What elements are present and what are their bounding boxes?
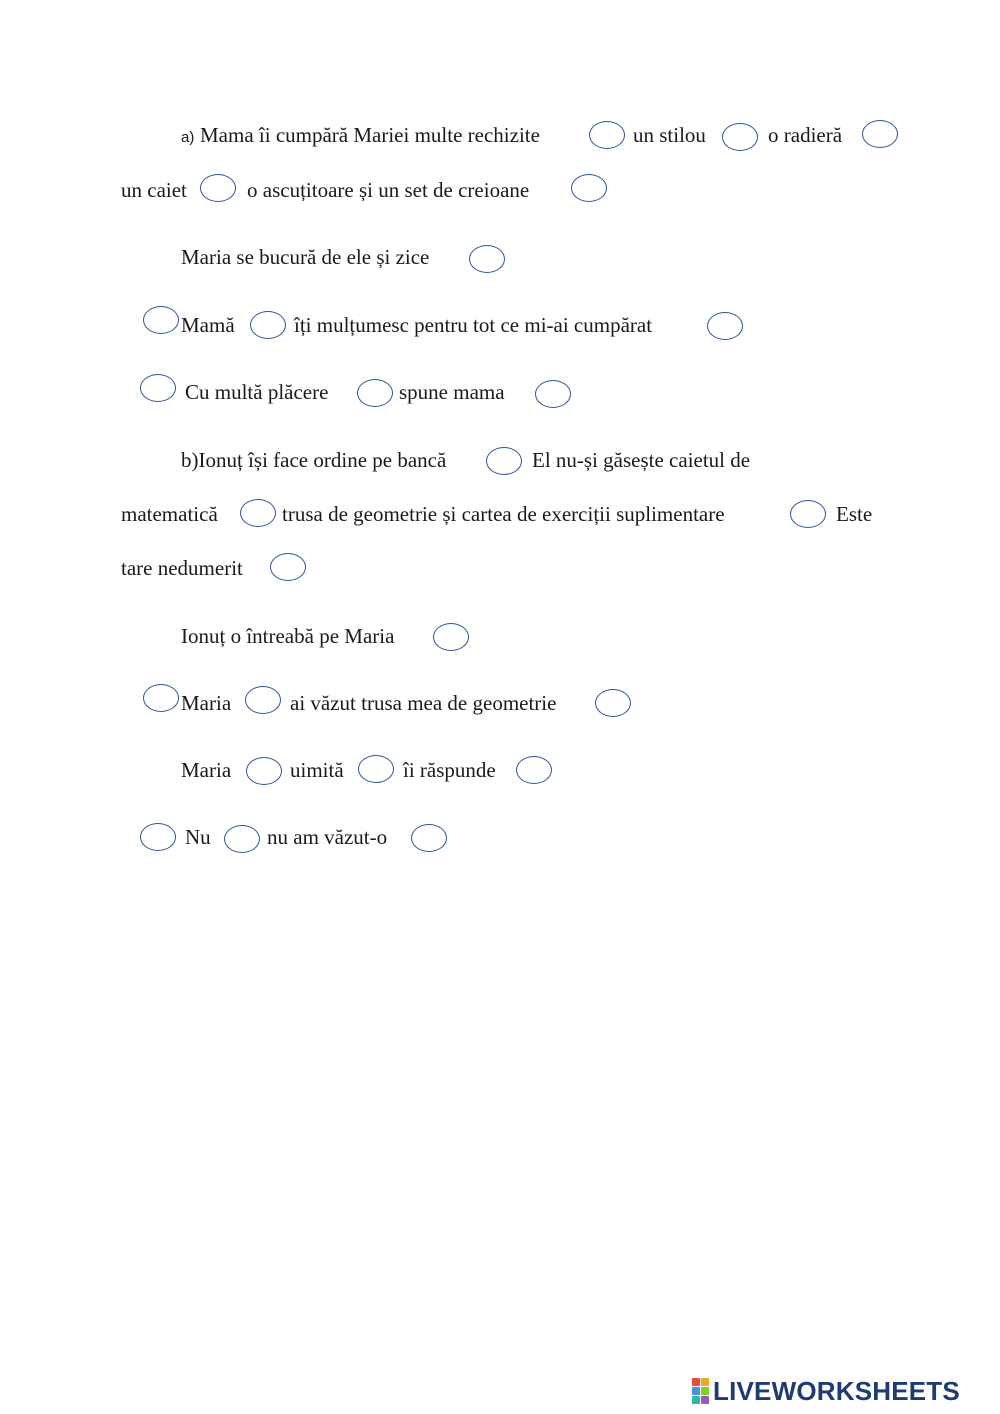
text-line7-part1: matematică (121, 502, 218, 526)
blank-25[interactable] (224, 825, 260, 853)
blank-22[interactable] (358, 755, 394, 783)
blank-20[interactable] (595, 689, 631, 717)
blank-21[interactable] (246, 757, 282, 785)
text-line10-part2: ai văzut trusa mea de geometrie (290, 691, 557, 715)
liveworksheets-logo (692, 1376, 960, 1406)
text-line10-part1: Maria (181, 691, 232, 715)
blank-19[interactable] (245, 686, 281, 714)
logo-square (692, 1387, 700, 1395)
logo-square (701, 1387, 709, 1395)
text-line11-part1: Maria (181, 758, 232, 782)
text-line4-part2: îți mulțumesc pentru tot ce mi-ai cumpărat (294, 313, 653, 337)
blank-5[interactable] (571, 174, 607, 202)
blank-9[interactable] (707, 312, 743, 340)
blank-13[interactable] (486, 447, 522, 475)
text-line9-part1: Ionuț o întreabă pe Maria (181, 624, 395, 648)
logo-square (701, 1378, 709, 1386)
blank-3[interactable] (862, 120, 898, 148)
blank-7[interactable] (143, 306, 179, 334)
text-line2-part1: un caiet (121, 178, 187, 202)
text-line4-part1: Mamă (181, 313, 235, 337)
liveworksheets-logo-icon (692, 1378, 709, 1404)
text-line1-part2: un stilou (633, 123, 706, 147)
blank-12[interactable] (535, 380, 571, 408)
text-line12-part1: Nu (185, 825, 211, 849)
text-line5-part2: spune mama (399, 380, 505, 404)
blank-1[interactable] (589, 121, 625, 149)
blank-4[interactable] (200, 174, 236, 202)
text-line7-part2: trusa de geometrie și cartea de exerciții suplimentare (282, 502, 725, 526)
text-line6-part1: b)Ionuț își face ordine pe bancă (181, 448, 447, 472)
blank-14[interactable] (240, 499, 276, 527)
text-line1-part3: o radieră (768, 123, 843, 147)
blank-2[interactable] (722, 123, 758, 151)
text-line3-part1: Maria se bucură de ele și zice (181, 245, 430, 269)
text-line8-part1: tare nedumerit (121, 556, 243, 580)
text-line6-part2: El nu-și găsește caietul de (532, 448, 751, 472)
logo-square (701, 1396, 709, 1404)
blank-23[interactable] (516, 756, 552, 784)
text-line12-part2: nu am văzut-o (267, 825, 388, 849)
blank-16[interactable] (270, 553, 306, 581)
text-line11-part3: îi răspunde (403, 758, 496, 782)
blank-15[interactable] (790, 500, 826, 528)
blank-8[interactable] (250, 311, 286, 339)
text-line1-part1: Mama îi cumpără Mariei multe rechizite (200, 123, 540, 147)
blank-26[interactable] (411, 824, 447, 852)
blank-24[interactable] (140, 823, 176, 851)
label-a: a) (181, 129, 195, 146)
text-line5-part1: Cu multă plăcere (185, 380, 329, 404)
blank-10[interactable] (140, 374, 176, 402)
logo-square (692, 1378, 700, 1386)
blank-18[interactable] (143, 684, 179, 712)
brand-text: LIVEWORKSHEETS (713, 1375, 960, 1406)
text-line11-part2: uimită (290, 758, 344, 782)
text-line7-part3: Este (836, 502, 873, 526)
text-line2-part2: o ascuțitoare și un set de creioane (247, 178, 530, 202)
blank-11[interactable] (357, 379, 393, 407)
blank-6[interactable] (469, 245, 505, 273)
logo-square (692, 1396, 700, 1404)
blank-17[interactable] (433, 623, 469, 651)
